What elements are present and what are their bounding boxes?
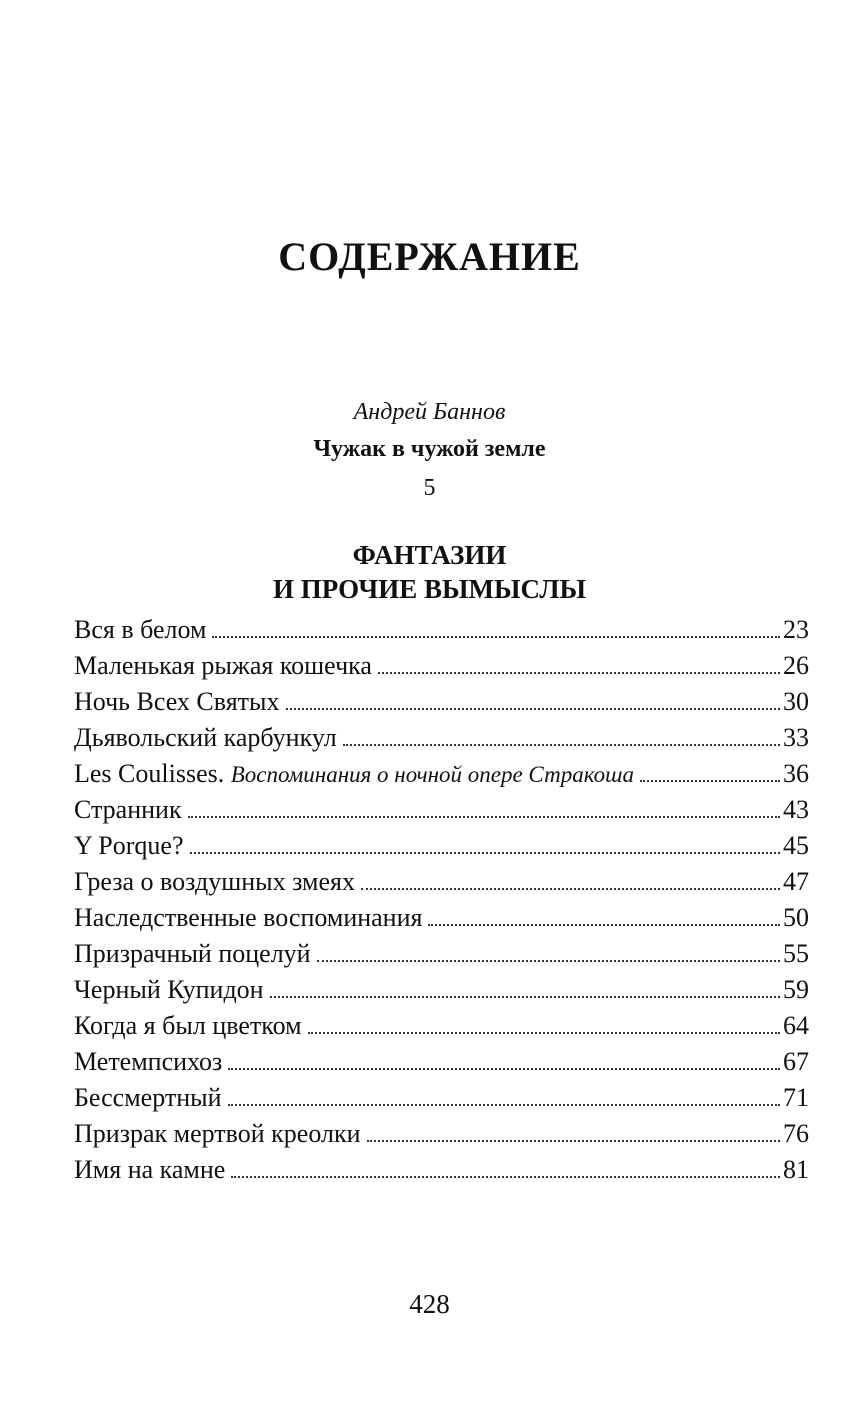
- toc-entry: [74, 900, 809, 936]
- toc-entry-title: Дьявольский карбункул: [74, 723, 337, 752]
- dot-leader: [212, 636, 780, 638]
- toc-entry: [74, 648, 809, 684]
- intro-essay-title: Чужак в чужой земле: [313, 436, 546, 462]
- toc-entry-title: [74, 756, 634, 793]
- toc-entry: [74, 756, 809, 792]
- toc-entry-title: Греза о воздушных змеях: [74, 867, 355, 896]
- dot-leader: [308, 1032, 780, 1034]
- dot-leader: [270, 996, 780, 998]
- dot-leader: [640, 780, 780, 782]
- section-title-line1: ФАНТАЗИИ: [352, 540, 507, 570]
- toc-entry: [74, 864, 809, 900]
- toc-entry-page: 47: [783, 867, 809, 896]
- dot-leader: [286, 708, 781, 710]
- page-title: СОДЕРЖАНИЕ: [278, 233, 581, 279]
- toc-entry-title: Ночь Всех Святых: [74, 687, 280, 716]
- toc-entry-page: 36: [783, 759, 809, 788]
- toc-entry: [74, 828, 809, 864]
- toc-entry: [74, 720, 809, 756]
- toc-entry-page: 50: [783, 903, 809, 932]
- toc-entry-page: 23: [783, 615, 809, 644]
- toc-entry: [74, 972, 809, 1008]
- toc-list: [74, 612, 809, 1188]
- page-number: 428: [409, 1289, 450, 1319]
- toc-entry-page: 59: [783, 975, 809, 1004]
- toc-entry-title: Метемпсихоз: [74, 1047, 223, 1076]
- toc-entry-title: Вся в белом: [74, 615, 207, 644]
- toc-entry-page: 71: [783, 1083, 809, 1112]
- toc-entry-title: Имя на камне: [74, 1155, 226, 1184]
- dot-leader: [378, 672, 780, 674]
- toc-entry: [74, 1080, 809, 1116]
- toc-entry-title: Когда я был цветком: [74, 1011, 302, 1040]
- section-title: [0, 538, 859, 606]
- toc-entry-page: 76: [783, 1119, 809, 1148]
- toc-entry: [74, 1152, 809, 1188]
- toc-entry-page: 30: [783, 687, 809, 716]
- dot-leader: [190, 852, 780, 854]
- toc-entry-subtitle: Воспоминания о ночной опере Стракоша: [230, 762, 634, 787]
- toc-entry-page: 64: [783, 1011, 809, 1040]
- toc-entry-title-main: Les Coulisses.: [74, 759, 225, 788]
- toc-entry-title: Y Porque?: [74, 831, 184, 860]
- dot-leader: [228, 1104, 780, 1106]
- dot-leader: [367, 1140, 780, 1142]
- toc-entry-page: 67: [783, 1047, 809, 1076]
- toc-entry-page: 45: [783, 831, 809, 860]
- dot-leader: [188, 816, 780, 818]
- toc-entry-title: Призрачный поцелуй: [74, 939, 311, 968]
- toc-entry: [74, 792, 809, 828]
- toc-entry-page: 55: [783, 939, 809, 968]
- toc-entry: [74, 1116, 809, 1152]
- dot-leader: [428, 924, 780, 926]
- dot-leader: [343, 744, 780, 746]
- dot-leader: [361, 888, 780, 890]
- toc-entry: [74, 1044, 809, 1080]
- section-title-line2: И ПРОЧИЕ ВЫМЫСЛЫ: [273, 574, 586, 604]
- toc-entry-page: 33: [783, 723, 809, 752]
- toc-entry-title: Призрак мертвой креолки: [74, 1119, 361, 1148]
- dot-leader: [317, 960, 780, 962]
- dot-leader: [231, 1176, 780, 1178]
- toc-entry-page: 81: [783, 1155, 809, 1184]
- toc-entry: [74, 936, 809, 972]
- toc-entry: [74, 684, 809, 720]
- toc-entry: [74, 1008, 809, 1044]
- toc-entry-title: Странник: [74, 795, 182, 824]
- intro-essay-page: 5: [423, 475, 436, 501]
- toc-entry-title: Бессмертный: [74, 1083, 222, 1112]
- toc-entry-page: 43: [783, 795, 809, 824]
- dot-leader: [228, 1068, 780, 1070]
- toc-entry-title: Маленькая рыжая кошечка: [74, 651, 372, 680]
- toc-entry-title: Черный Купидон: [74, 975, 264, 1004]
- toc-entry-page: 26: [783, 651, 809, 680]
- intro-author: Андрей Баннов: [353, 399, 506, 425]
- toc-entry: [74, 612, 809, 648]
- toc-entry-title: Наследственные воспоминания: [74, 903, 423, 932]
